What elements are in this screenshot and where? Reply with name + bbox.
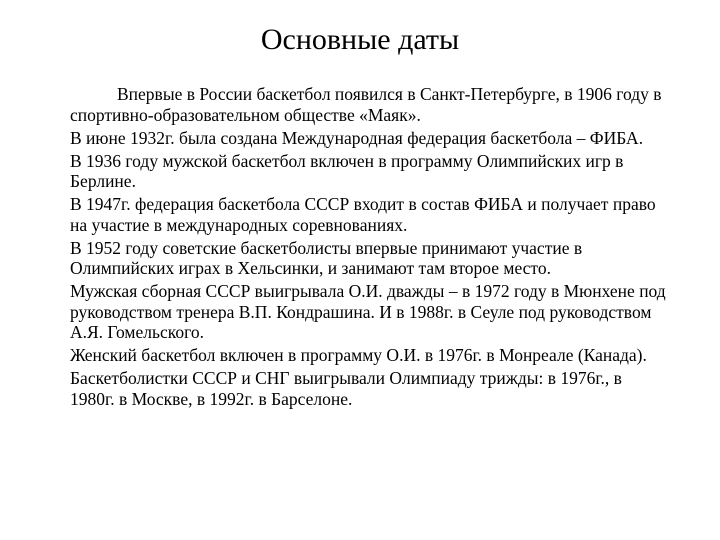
slide-title: Основные даты (260, 23, 460, 56)
paragraph-1976-montreal: Женский баскетбол включен в программу О.И. в 1976г. в Монреале (Канада). (70, 345, 647, 365)
paragraph-mens-olympic-wins: Мужская сборная СССР выигрывала О.И. дважды – в 1972 году в Мюнхене под руководством тренера В.П. Кондрашина. И в 1988г. в Сеуле под руководством А.Я. Гомельского. (70, 281, 666, 342)
paragraph-1947-ussr-fiba: В 1947г. федерация баскетбола СССР входит в состав ФИБА и получает право на участие в международных соревнованиях. (70, 194, 656, 235)
paragraph-1952-helsinki: В 1952 году советские баскетболисты впервые принимают участие в Олимпийских играх в Хельсинки, и занимают там второе место. (70, 237, 583, 278)
slide-body (70, 84, 670, 412)
paragraph-1932-fiba: В июне 1932г. была создана Международная федерация баскетбола – ФИБА. (70, 127, 644, 148)
paragraph-1936-berlin: В 1936 году мужской баскетбол включен в программу Олимпийских игр в Берлине. (70, 150, 624, 191)
paragraph-womens-olympic-wins: Баскетболистки СССР и СНГ выигрывали Олимпиаду трижды: в 1976г., в 1980г. в Москве, в 1992г. в Барселоне. (70, 368, 622, 409)
paragraph-1906-mayak: Впервые в России баскетбол появился в Санкт-Петербурге, в 1906 году в спортивно-образовательном обществе «Маяк». (70, 84, 662, 125)
